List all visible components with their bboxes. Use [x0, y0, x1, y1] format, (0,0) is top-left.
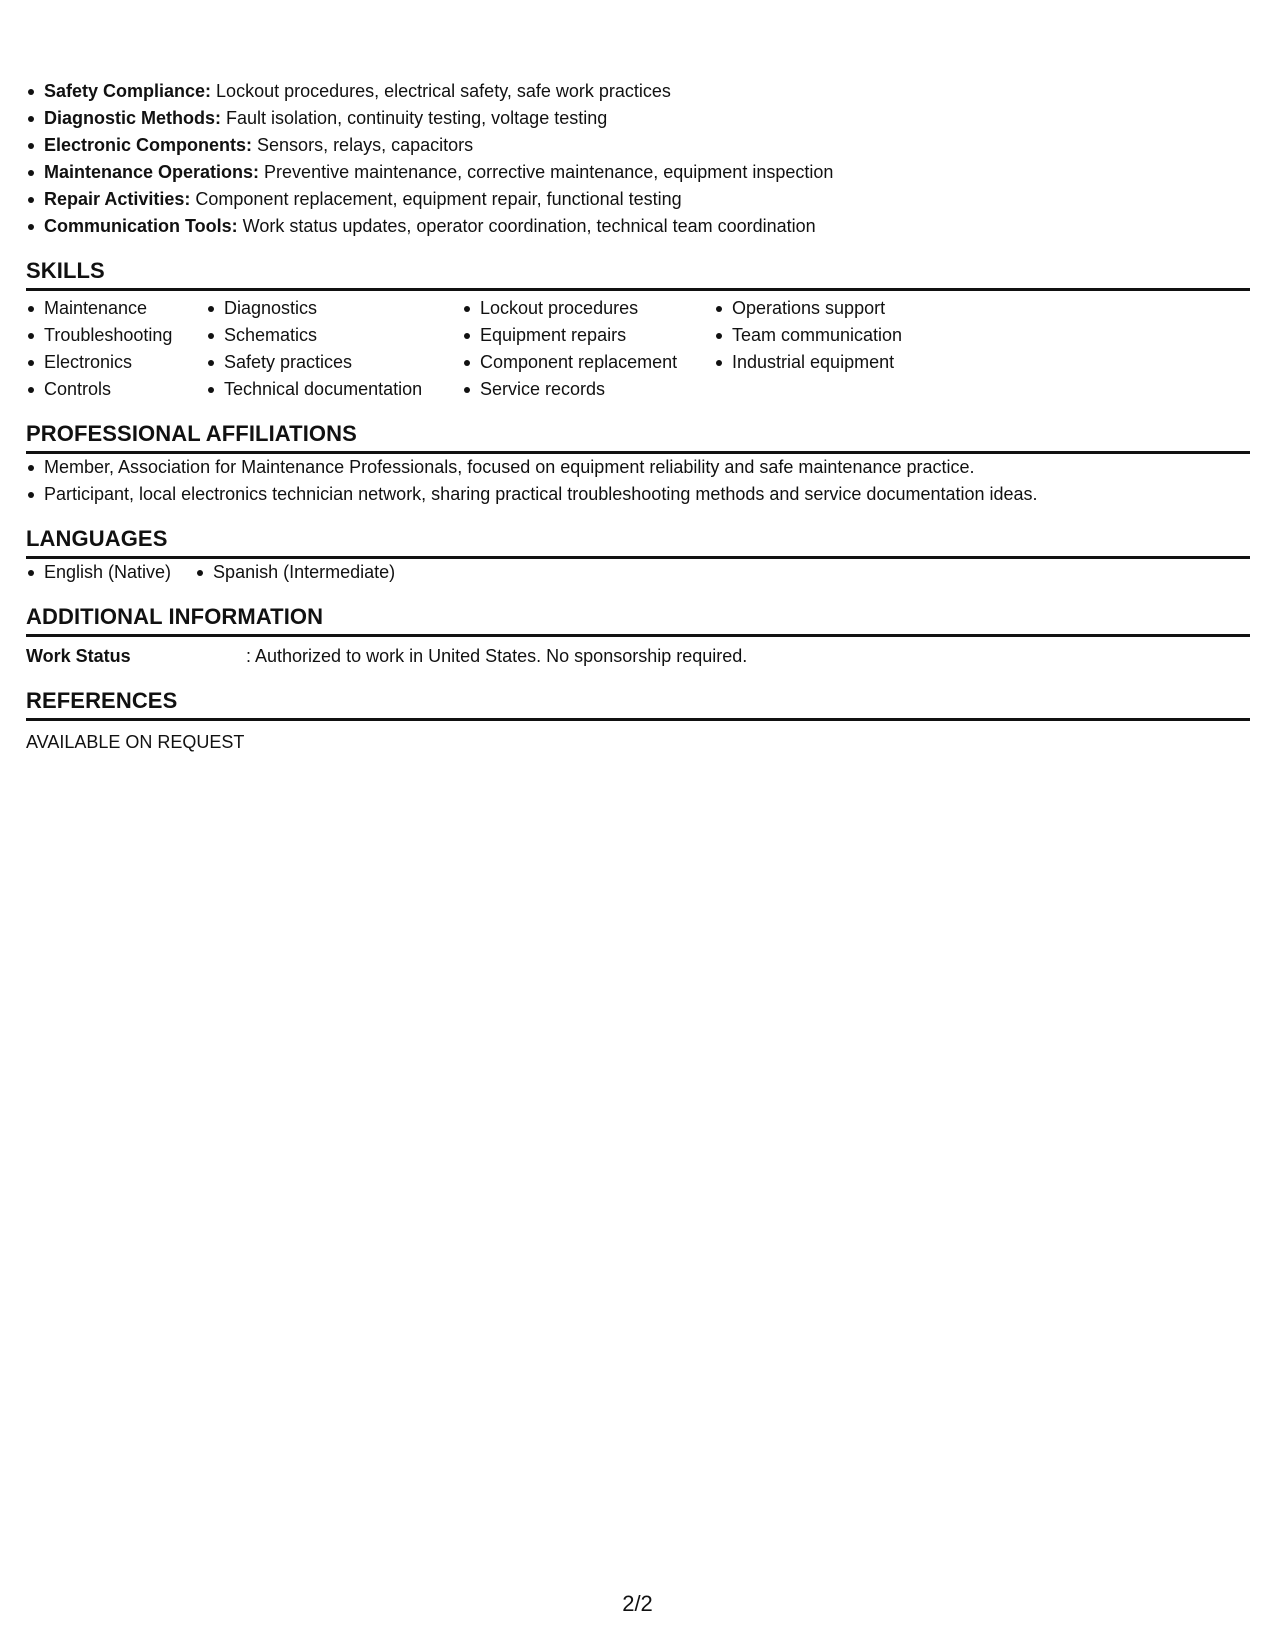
list-item — [26, 78, 1250, 105]
skills-column — [462, 295, 714, 403]
language-item: English (Native) — [26, 559, 171, 586]
skill-item: Safety practices — [206, 349, 462, 376]
competency-label: Repair Activities: — [44, 189, 191, 209]
skills-column — [206, 295, 462, 403]
page-number: 2/2 — [622, 1591, 653, 1616]
affiliations-list — [26, 454, 1250, 508]
skill-item: Operations support — [714, 295, 974, 322]
competency-label: Electronic Components: — [44, 135, 253, 155]
competencies-list — [26, 78, 1250, 240]
languages-heading: LANGUAGES — [26, 526, 1250, 559]
skills-column — [26, 295, 206, 403]
list-item — [26, 186, 1250, 213]
work-status-row — [26, 643, 1250, 670]
competency-text: Work status updates, operator coordination, technical team coordination — [237, 216, 816, 236]
skill-item: Service records — [462, 376, 714, 403]
skill-item: Schematics — [206, 322, 462, 349]
skill-item: Technical documentation — [206, 376, 462, 403]
affiliation-item: Member, Association for Maintenance Professionals, focused on equipment reliability and safe maintenance practice. — [26, 454, 1250, 481]
resume-page — [26, 78, 1250, 756]
list-item — [26, 132, 1250, 159]
work-status-label: Work Status — [26, 646, 131, 666]
competency-text: Component replacement, equipment repair, functional testing — [190, 189, 682, 209]
competency-text: Sensors, relays, capacitors — [252, 135, 474, 155]
skills-column — [714, 295, 974, 403]
skill-item: Industrial equipment — [714, 349, 974, 376]
list-item — [26, 213, 1250, 240]
skill-item: Controls — [26, 376, 206, 403]
competency-text: Lockout procedures, electrical safety, safe work practices — [211, 81, 671, 101]
list-item — [26, 159, 1250, 186]
skill-item: Equipment repairs — [462, 322, 714, 349]
skill-item: Electronics — [26, 349, 206, 376]
skill-item: Team communication — [714, 322, 974, 349]
skill-item: Diagnostics — [206, 295, 462, 322]
references-heading: REFERENCES — [26, 688, 1250, 721]
skills-heading: SKILLS — [26, 258, 1250, 291]
skills-grid — [26, 295, 1250, 403]
competency-label: Maintenance Operations: — [44, 162, 260, 182]
competency-text: Preventive maintenance, corrective maintenance, equipment inspection — [259, 162, 834, 182]
competency-label: Diagnostic Methods: — [44, 108, 222, 128]
skill-item: Lockout procedures — [462, 295, 714, 322]
skill-item: Troubleshooting — [26, 322, 206, 349]
affiliations-heading: PROFESSIONAL AFFILIATIONS — [26, 421, 1250, 454]
competency-text: Fault isolation, continuity testing, voltage testing — [221, 108, 608, 128]
list-item — [26, 105, 1250, 132]
languages-list — [26, 559, 1250, 586]
references-text: AVAILABLE ON REQUEST — [26, 732, 245, 752]
skill-item: Maintenance — [26, 295, 206, 322]
additional-info-heading: ADDITIONAL INFORMATION — [26, 604, 1250, 637]
competency-label: Communication Tools: — [44, 216, 238, 236]
competency-label: Safety Compliance: — [44, 81, 212, 101]
affiliation-item: Participant, local electronics technician network, sharing practical troubleshooting methods and service documentation ideas. — [26, 481, 1250, 508]
work-status-value: : Authorized to work in United States. No sponsorship required. — [246, 646, 748, 666]
skill-item: Component replacement — [462, 349, 714, 376]
language-item: Spanish (Intermediate) — [195, 559, 395, 586]
